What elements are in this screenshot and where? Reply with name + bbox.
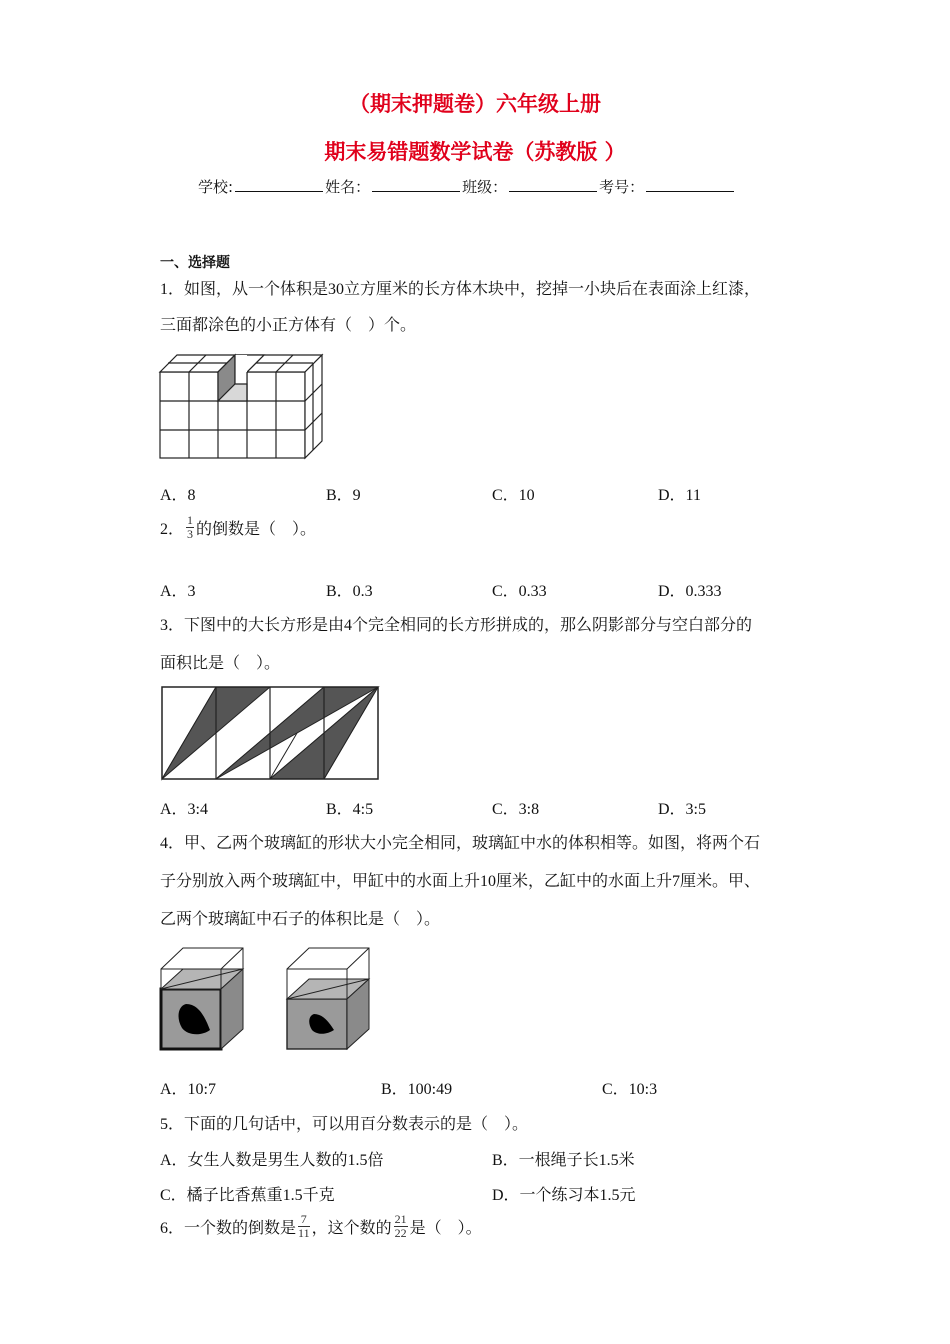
q3-option-b[interactable]: B．4:5 [326,801,374,818]
q2-option-a[interactable]: A．3 [160,583,196,600]
q5-option-c[interactable]: C．橘子比香蕉重1.5千克 [160,1187,335,1204]
exam-number-blank[interactable] [646,177,734,192]
q6-fraction-1-denominator: 11 [298,1226,310,1240]
q4-text-line1: 4．甲、乙两个玻璃缸的形状大小完全相同，玻璃缸中水的体积相等。如图，将两个石 [160,835,761,852]
q3-rectangle-figure [158,683,383,783]
q3-option-c[interactable]: C．3:8 [492,801,540,818]
q2-fraction-denominator: 3 [187,527,194,541]
name-label: 姓名： [325,178,371,196]
q1-option-a[interactable]: A．8 [160,487,196,504]
q4-tank-yi-figure [282,944,377,1056]
q6-text [160,1213,482,1240]
q5-option-b[interactable]: B．一根绳子长1.5米 [492,1152,635,1169]
student-info-row [198,176,736,197]
q6-suffix: 是（ ）。 [409,1220,482,1237]
class-label: 班级： [462,178,508,196]
section-title: 一、选择题 [160,255,230,271]
q1-option-d[interactable]: D．11 [658,487,701,504]
exam-title-line1: （期末押题卷）六年级上册 [349,92,601,116]
q6-fraction-2-denominator: 22 [394,1226,407,1240]
q2-fraction-numerator: 1 [187,513,194,527]
class-blank[interactable] [509,177,597,192]
q1-option-b[interactable]: B．9 [326,487,361,504]
q1-text-line1: 1．如图，从一个体积是30立方厘米的长方体木块中，挖掉一小块后在表面涂上红漆， [160,281,761,298]
q4-text-line2: 子分别放入两个玻璃缸中，甲缸中的水面上升10厘米，乙缸中的水面上升7厘米。甲、 [160,873,761,890]
q6-middle: ，这个数的 [311,1220,392,1237]
q6-fraction-2 [394,1213,408,1240]
q6-fraction-1 [298,1213,310,1240]
q2-prefix: 2． [160,521,185,538]
q4-tank-jia-figure [156,944,251,1056]
exam-title-line2: 期末易错题数学试卷（苏教版 ） [324,140,626,164]
q2-option-d[interactable]: D．0.333 [658,583,722,600]
q5-option-a[interactable]: A．女生人数是男生人数的1.5倍 [160,1152,384,1169]
q1-option-c[interactable]: C．10 [492,487,535,504]
q4-option-b[interactable]: B．100:49 [381,1081,453,1098]
q1-text-line2: 三面都涂色的小正方体有（ ）个。 [160,317,417,334]
q3-option-a[interactable]: A．3:4 [160,801,209,818]
q3-text-line1: 3．下图中的大长方形是由4个完全相同的长方形拼成的，那么阴影部分与空白部分的 [160,617,753,634]
q5-option-d[interactable]: D．一个练习本1.5元 [492,1187,636,1204]
q6-fraction-1-numerator: 7 [298,1213,310,1227]
q4-option-c[interactable]: C．10:3 [602,1081,658,1098]
school-label: 学校: [198,178,234,196]
q4-text-line3: 乙两个玻璃缸中石子的体积比是（ ）。 [160,911,441,928]
q6-fraction-2-numerator: 21 [394,1212,407,1226]
q2-suffix: 的倒数是（ ）。 [196,521,317,538]
q2-option-c[interactable]: C．0.33 [492,583,547,600]
name-blank[interactable] [372,177,460,192]
q5-text-line1: 5．下面的几句话中，可以用百分数表示的是（ ）。 [160,1116,529,1133]
q2-text [160,514,316,541]
q2-option-b[interactable]: B．0.3 [326,583,373,600]
school-blank[interactable] [235,177,323,192]
q3-text-line2: 面积比是（ ）。 [160,655,281,672]
q4-option-a[interactable]: A．10:7 [160,1081,217,1098]
q1-cuboid-figure [155,350,330,465]
q3-option-d[interactable]: D．3:5 [658,801,707,818]
exam-number-label: 考号： [599,178,645,196]
q2-fraction [186,514,194,541]
q6-prefix: 6．一个数的倒数是 [160,1220,297,1237]
